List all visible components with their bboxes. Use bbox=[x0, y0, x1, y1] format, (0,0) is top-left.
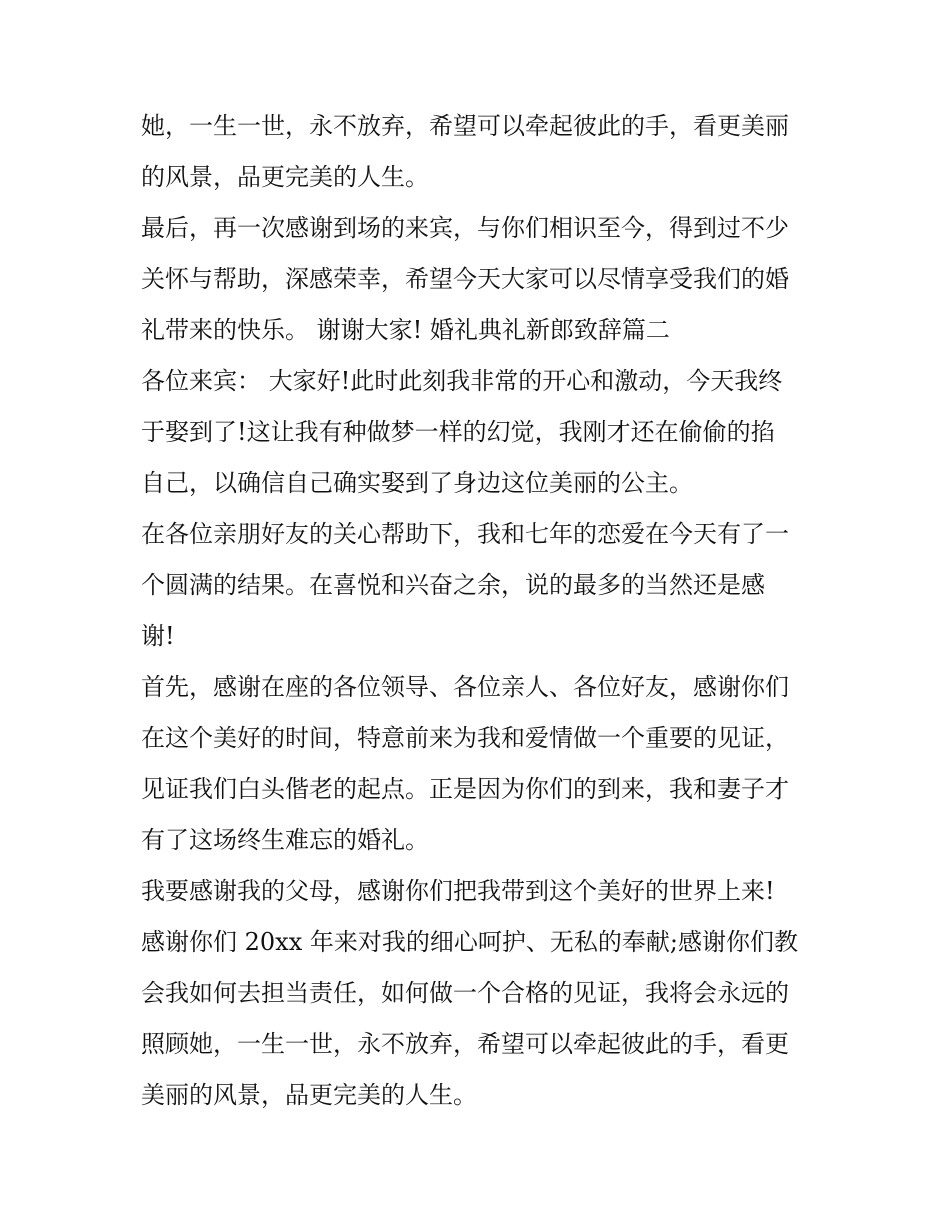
text-line: 关怀与帮助，深感荣幸，希望今天大家可以尽情享受我们的婚 bbox=[141, 265, 789, 293]
text-line: 首先，感谢在座的各位领导、各位亲人、各位好友，感谢你们 bbox=[141, 673, 789, 701]
text-line: 最后，再一次感谢到场的来宾，与你们相识至今，得到过不少 bbox=[141, 214, 789, 242]
text-line: 的风景，品更完美的人生。 bbox=[141, 163, 429, 191]
text-line: 自己，以确信自己确实娶到了身边这位美丽的公主。 bbox=[141, 469, 693, 497]
text-line: 礼带来的快乐。 谢谢大家! 婚礼典礼新郎致辞篇二 bbox=[141, 316, 670, 344]
text-line: 照顾她，一生一世，永不放弃，希望可以牵起彼此的手，看更 bbox=[141, 1030, 789, 1058]
text-line: 在各位亲朋好友的关心帮助下，我和七年的恋爱在今天有了一 bbox=[141, 520, 789, 548]
text-line: 有了这场终生难忘的婚礼。 bbox=[141, 826, 429, 854]
text-line: 在这个美好的时间，特意前来为我和爱情做一个重要的见证， bbox=[141, 724, 789, 752]
text-line: 感谢你们 20xx 年来对我的细心呵护、无私的奉献;感谢你们教 bbox=[141, 928, 798, 956]
text-line: 我要感谢我的父母，感谢你们把我带到这个美好的世界上来! bbox=[141, 877, 775, 905]
text-line: 会我如何去担当责任，如何做一个合格的见证，我将会永远的 bbox=[141, 979, 789, 1007]
document-body-text bbox=[141, 101, 821, 1121]
text-line: 她，一生一世，永不放弃，希望可以牵起彼此的手，看更美丽 bbox=[141, 112, 789, 140]
text-line: 各位来宾： 大家好!此时此刻我非常的开心和激动，今天我终 bbox=[141, 367, 783, 395]
text-line: 见证我们白头偕老的起点。正是因为你们的到来，我和妻子才 bbox=[141, 775, 789, 803]
text-line: 谢! bbox=[141, 622, 175, 650]
text-line: 个圆满的结果。在喜悦和兴奋之余，说的最多的当然还是感 bbox=[141, 571, 765, 599]
text-line: 于娶到了!这让我有种做梦一样的幻觉，我刚才还在偷偷的掐 bbox=[141, 418, 775, 446]
text-line: 美丽的风景，品更完美的人生。 bbox=[141, 1081, 477, 1109]
